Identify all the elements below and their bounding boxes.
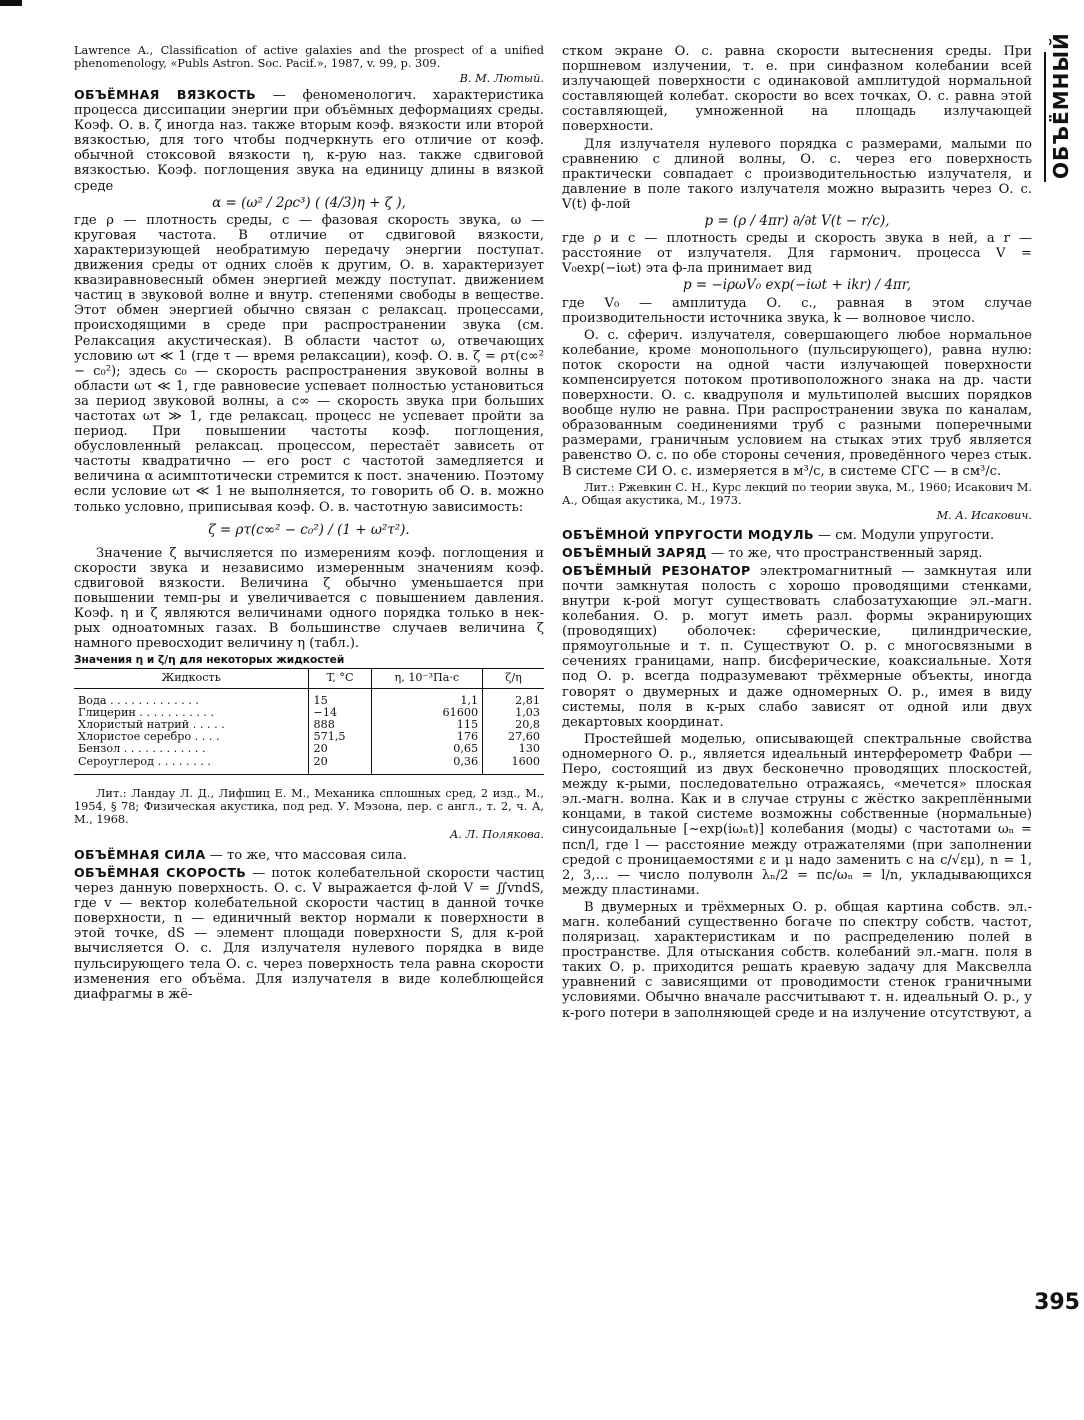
entry-volume-velocity-text: — поток колебательной скорости частиц через данную поверхность. О. с. V выражается ф-лой V = ∬vndS, где v — вектор колебательной скорости частиц в данной точке поверхности, n — единичный вектор нормали к поверхности в этой точке, dS — элемент площади поверхности S, для к-рой вычисляется О. с. Для излучателя нулевого порядка в виде пульсирующего тела О. с. через поверхность тела равна скорости изменения его объёма. Для излучателя в виде колеблющейся диафрагмы в жё- <box>74 865 545 1002</box>
volume-velocity-cont-p1: стком экране О. с. равна скорости вытеснения среды. При поршневом излучении, т. е. при синфазном колебании всей излучающей поверхности с одинаковой амплитудой нормальной составляющей колебат. скорости во всех точках, О. с. равна этой составляющей, умноженной на площадь излучающей поверхности. <box>562 44 1032 135</box>
table-cell: Вода . . . . . . . . . . . . . <box>78 693 199 707</box>
table-cell: 888 <box>309 719 371 731</box>
volume-velocity-cont-p4: где V₀ — амплитуда О. с., равная в этом случае производительности источника звука, k — волновое число. <box>562 295 1032 326</box>
entry-cavity-resonator <box>562 563 1032 730</box>
entry-volume-viscosity-text: — феноменологич. характеристика процесса диссипации энергии при объёмных деформациях среды. Коэф. О. в. ζ иногда наз. также вторым коэф. вязкости или второй вязкостью, для того чтобы подчеркнуть его отличие от коэф. обычной стоксовой вязкости η, к-рую наз. также сдвиговой вязкостью. Коэф. поглощения звука на единицу длины в вязкой среде <box>74 88 544 194</box>
corner-mark <box>0 0 22 6</box>
reference-top: Lawrence A., Classification of active galaxies and the prospect of a unified phenomenology, «Publs Astron. Soc. Pacif.», 1987, v. 99, p. 309. <box>74 44 544 70</box>
table-cell: 61600 <box>371 707 483 719</box>
formula-pressure: p = (ρ / 4πr) ∂/∂t V(t − r/c), <box>704 213 890 230</box>
viscosity-table <box>74 668 544 774</box>
entry-volume-viscosity-p2: где ρ — плотность среды, c — фазовая скорость звука, ω — круговая частота. В отличие от сдвиговой вязкости, характеризующей необратимую передачу энергии поступат. движения среды от одних слоёв к другим, О. в. характеризует квазиравновесный обмен энергией между поступат. движением частиц в звуковой волне и внутр. степенями свободы в веществе. Этот обмен энергией обычно связан с релаксац. процессами, происходящими в среде при распространении звука (см. Релаксация акустическая). В области частот ω, отвечающих условию ωτ ≪ 1 (где τ — время релаксации), коэф. О. в. ζ = ρτ(c∞² − c₀²); здесь c₀ — скорость распространения звуковой волны в области ωτ ≪ 1, где равновесие успевает полностью установиться за период звуковой волны, а c∞ — скорость звука при больших частотах ωτ ≫ 1, где релаксац. процесс не успевает пройти за период. При повышении частоты коэф. поглощения, обусловленный релаксац. процессом, перестаёт зависеть от частоты квадратично — его рост с частотой замедляется и величина α асимптотически стремится к пост. значению. Поэтому если условие ωτ ≪ 1 не выполняется, то говорить об О. в. можно только условно, приписывая коэф. О. в. частотную зависимость: <box>74 212 544 515</box>
volume-velocity-cont-p3: где ρ и c — плотность среды и скорость звука в ней, a r — расстояние от излучателя. Для гармонич. процесса V = V₀exp(−iωt) эта ф-ла принимает вид <box>562 231 1032 277</box>
table-cell: 1600 <box>483 756 544 775</box>
table-cell: Глицерин . . . . . . . . . . . <box>78 705 215 719</box>
table-cell: 0,36 <box>371 756 483 775</box>
table-cell: 27,60 <box>483 731 544 743</box>
headword-volume-viscosity: ОБЪЁМНАЯ ВЯЗКОСТЬ <box>74 87 256 102</box>
table-cell: Сероуглерод . . . . . . . . <box>74 756 309 775</box>
headword-bulk-modulus: ОБЪЁМНОЙ УПРУГОСТИ МОДУЛЬ <box>562 526 814 542</box>
literature-viscosity: Лит.: Ландау Л. Д., Лифшиц Е. М., Механика сплошных сред, 2 изд., М., 1954, § 78; Физическая акустика, под ред. У. Мэзона, пер. с англ., т. 2, ч. А, М., 1968. <box>74 786 544 826</box>
table-cell: 115 <box>371 719 483 731</box>
table-cell: 20,8 <box>483 719 544 731</box>
table-cell: 0,65 <box>371 743 483 755</box>
column-header: T, °C <box>309 669 371 688</box>
entry-volume-viscosity-p3: Значение ζ вычисляется по измерениям коэф. поглощения и скорости звука и независимо измеренным значениям коэф. сдвиговой вязкости. Величина ζ обычно уменьшается при повышении темп-ры и увеличивается с повышением давления. Коэф. η и ζ являются величинами одного порядка только в нек-рых одноатомных газах. В большинстве случаев величина ζ намного превосходит величину η (табл.). <box>74 545 544 652</box>
column-header: η, 10⁻³Па·с <box>371 669 483 688</box>
table-cell: 20 <box>309 743 371 755</box>
table-row <box>74 743 544 755</box>
right-column <box>562 44 1032 1021</box>
formula-zeta: ζ = ρτ(c∞² − c₀²) / (1 + ω²τ²). <box>208 521 410 538</box>
formula-absorption: α = (ω² / 2ρc³) ( (4/3)η + ζ ), <box>212 194 406 211</box>
volume-velocity-cont-p2: Для излучателя нулевого порядка с размерами, малыми по сравнению с длиной волны, О. с. через его поверхность практически совпадает с производительностью излучателя, и давление в поле такого излучателя можно выразить через О. с. V(t) ф-лой <box>562 136 1032 212</box>
running-head-tab <box>1044 32 1076 182</box>
column-header: ζ/η <box>483 669 544 688</box>
table-cell: Хлористое серебро . . . . <box>78 730 220 744</box>
literature-velocity: Лит.: Ржевкин С. Н., Курс лекций по теории звука, М., 1960; Исакович М. А., Общая акустика, М., 1973. <box>562 480 1032 507</box>
column-header: Жидкость <box>74 669 309 688</box>
entry-bulk-modulus <box>562 527 1032 543</box>
volume-velocity-cont-p5: О. с. сферич. излучателя, совершающего любое нормальное колебание, кроме монопольного (пульсирующего), равна нулю: поток скорости на одной части излучающей поверхности компенсируется потоком противоположного знака на др. части поверхности. О. с. квадруполя и мультиполей высших порядков вообще нулю не равна. При распространении звука по каналам, образованным соединениями труб с разными поперечными размерами, граничным условием на стыках этих труб является равенство О. с. по обе стороны сечения, проведённого через стык. В системе СИ О. с. измеряется в м³/с, в системе СГС — в см³/с. <box>562 327 1032 479</box>
table-cell: 20 <box>309 756 371 775</box>
entry-volume-viscosity <box>74 87 544 194</box>
table-cell: Бензол . . . . . . . . . . . . <box>78 742 206 756</box>
entry-cavity-resonator-text: электромагнитный — замкнутая или почти замкнутая полость с хорошо проводящими стенками, внутри к-рой могут существовать слабозатухающие эл.-магн. колебания. О. р. могут иметь разл. формы экранирующих (проводящих) оболочек: сферические, цилиндрические, прямоугольные и т. п. Существуют О. р. с многосвязными в сечениях границами, напр. бисферические, коаксиальные. Хотя под О. р. всегда подразумевают трёхмерные объекты, иногда говорят о двумерных и даже одномерных О. р., имея в виду системы, поля в к-рых слабо зависят от одной или двух декартовых координат. <box>562 563 1032 730</box>
entry-bulk-modulus-text: — см. Модули упругости. <box>818 527 995 543</box>
headword-volume-charge: ОБЪЁМНЫЙ ЗАРЯД <box>562 544 707 560</box>
cavity-resonator-p3: В двумерных и трёхмерных О. р. общая картина собств. эл.-магн. колебаний существенно богаче по спектру собств. частот, поляризац. характеристикам и по распределению полей в пространстве. Для отыскания собств. колебаний эл.-магн. поля в таких О. р. приходится решать краевую задачу для Максвелла уравнений с зависящими от проводимости стенок граничными условиями. Обычно вначале рассчитывают т. н. идеальный О. р., у к-рого потери в заполняющей среде и на излучение отсутствуют, а <box>562 899 1032 1021</box>
signature-viscosity: А. Л. Полякова. <box>449 827 544 841</box>
table-cell: 1,03 <box>483 707 544 719</box>
page-number: 395 <box>1034 1290 1080 1315</box>
table-cell: −14 <box>309 707 371 719</box>
cavity-resonator-p2: Простейшей моделью, описывающей спектральные свойства одномерного О. р., является идеальный интерферометр Фабри — Перо, состоящий из двух бесконечно проводящих плоскостей, между к-рыми, последовательно отражаясь, «мечется» плоская эл.-магн. волна. Как и в случае струны с жёстко закреплёнными концами, в такой системе возможны собственные (нормальные) синусоидальные [~exp(iωₙt)] колебания (моды) с частотами ωₙ = πcn/l, где l — расстояние между отражателями (при заполнении средой с проницаемостями ε и μ надо заменить c на c/√εμ), n = 1, 2, 3,… — число полуволн λₙ/2 = πc/ωₙ = l/n, укладывающихся между пластинами. <box>562 731 1032 898</box>
table-cell: 2,81 <box>483 688 544 707</box>
headword-cavity-resonator: ОБЪЁМНЫЙ РЕЗОНАТОР <box>562 562 751 578</box>
entry-volume-velocity <box>74 865 544 1002</box>
headword-volume-force: ОБЪЁМНАЯ СИЛА <box>74 846 206 862</box>
left-column <box>74 44 544 1002</box>
reference-top-signature: В. М. Лютый. <box>459 72 544 85</box>
table-row <box>74 756 544 775</box>
table-cell: Хлористый натрий . . . . . <box>78 718 225 732</box>
table-cell: 571,5 <box>309 731 371 743</box>
table-cell: 1,1 <box>371 688 483 707</box>
formula-harmonic-pressure: p = −iρωV₀ exp(−iωt + ikr) / 4πr, <box>682 277 912 294</box>
entry-volume-force <box>74 847 544 863</box>
table-header-row <box>74 669 544 688</box>
table-row <box>74 688 544 707</box>
table-cell: 176 <box>371 731 483 743</box>
table-cell: 130 <box>483 743 544 755</box>
table-caption: Значения η и ζ/η для некоторых жидкостей <box>74 654 345 667</box>
entry-volume-charge-text: — то же, что пространственный заряд. <box>711 545 983 561</box>
entry-volume-charge <box>562 545 1032 561</box>
table-cell: 15 <box>309 688 371 707</box>
headword-volume-velocity: ОБЪЁМНАЯ СКОРОСТЬ <box>74 864 247 880</box>
signature-velocity: М. А. Исакович. <box>936 508 1032 522</box>
running-head: ОБЪЁМНЫЙ <box>1049 32 1073 179</box>
entry-volume-force-text: — то же, что массовая сила. <box>209 847 407 863</box>
